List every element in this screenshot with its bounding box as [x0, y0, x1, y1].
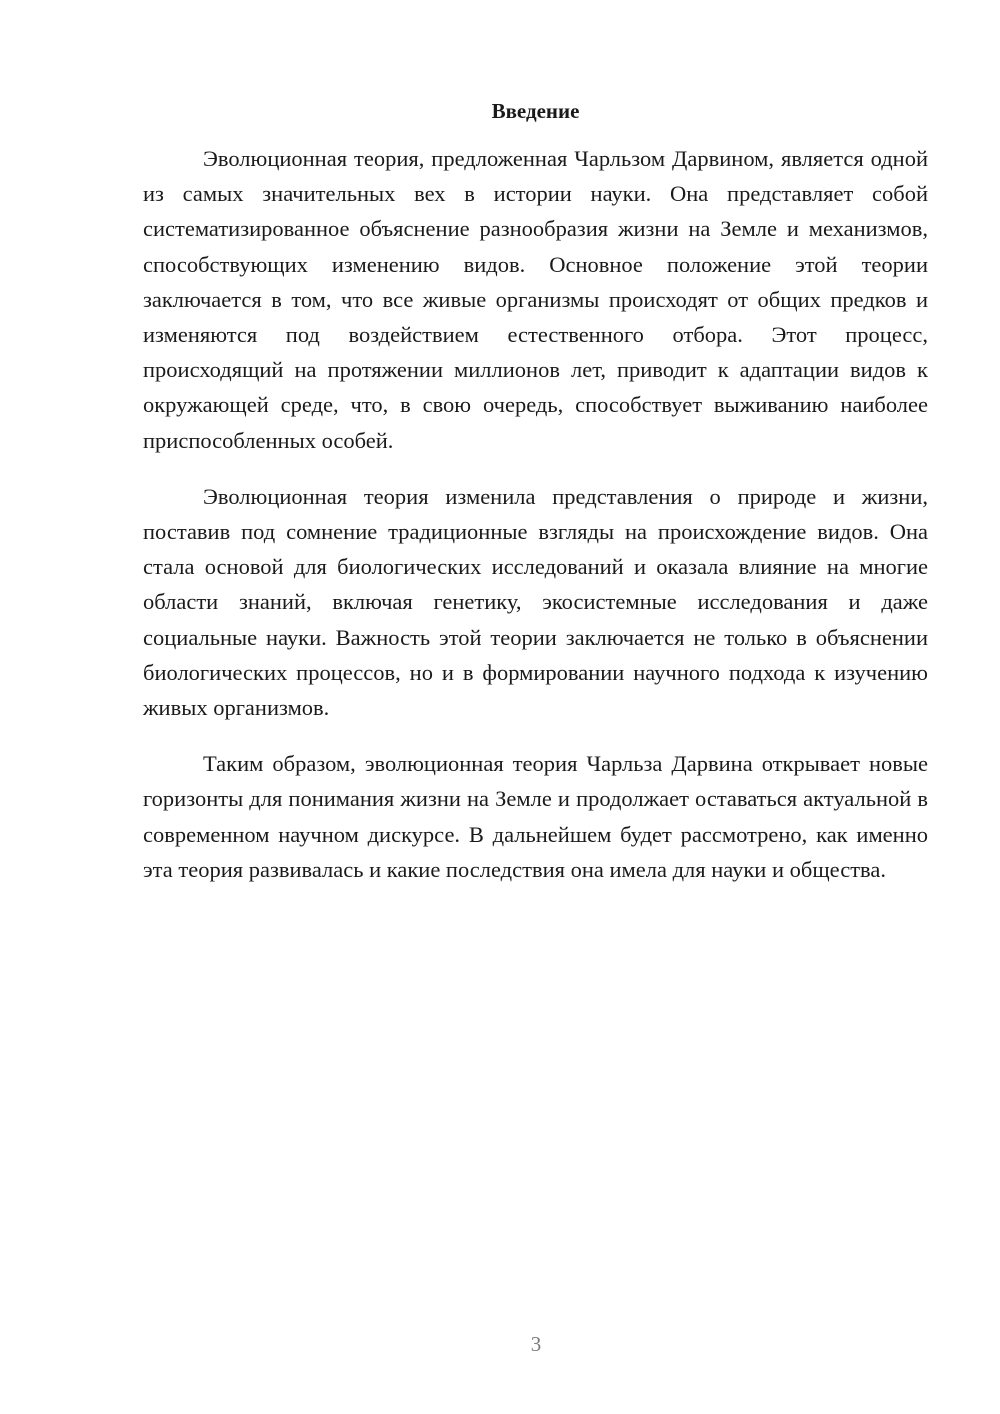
page-number: 3: [530, 1332, 542, 1356]
paragraph-3: Таким образом, эволюционная теория Чарльза Дарвина открывает новые горизонты для понимания жизни на Земле и продолжает оставаться актуальной в современном научном дискурсе. В дальнейшем будет рассмотрено, как именно эта теория развивалась и какие последствия она имела для науки и общества.: [143, 751, 928, 882]
paragraph-2: Эволюционная теория изменила представления о природе и жизни, поставив под сомнение традиционные взгляды на происхождение видов. Она стала основой для биологических исследований и оказала влияние на многие области знаний, включая генетику, экосистемные исследования и даже социальные науки. Важность этой теории заключается не только в объяснении биологических процессов, но и в формировании научного подхода к изучению живых организмов.: [143, 483, 928, 721]
section-heading: Введение: [491, 99, 580, 123]
page-content: [143, 96, 928, 887]
paragraph-1: Эволюционная теория, предложенная Чарльзом Дарвином, является одной из самых значительных вех в истории науки. Она представляет собой систематизированное объяснение разнообразия жизни на Земле и механизмов, способствующих изменению видов. Основное положение этой теории заключается в том, что все живые организмы происходят от общих предков и изменяются под воздействием естественного отбора. Этот процесс, происходящий на протяжении миллионов лет, приводит к адаптации видов к окружающей среде, что, в свою очередь, способствует выживанию наиболее приспособленных особей.: [143, 146, 928, 453]
